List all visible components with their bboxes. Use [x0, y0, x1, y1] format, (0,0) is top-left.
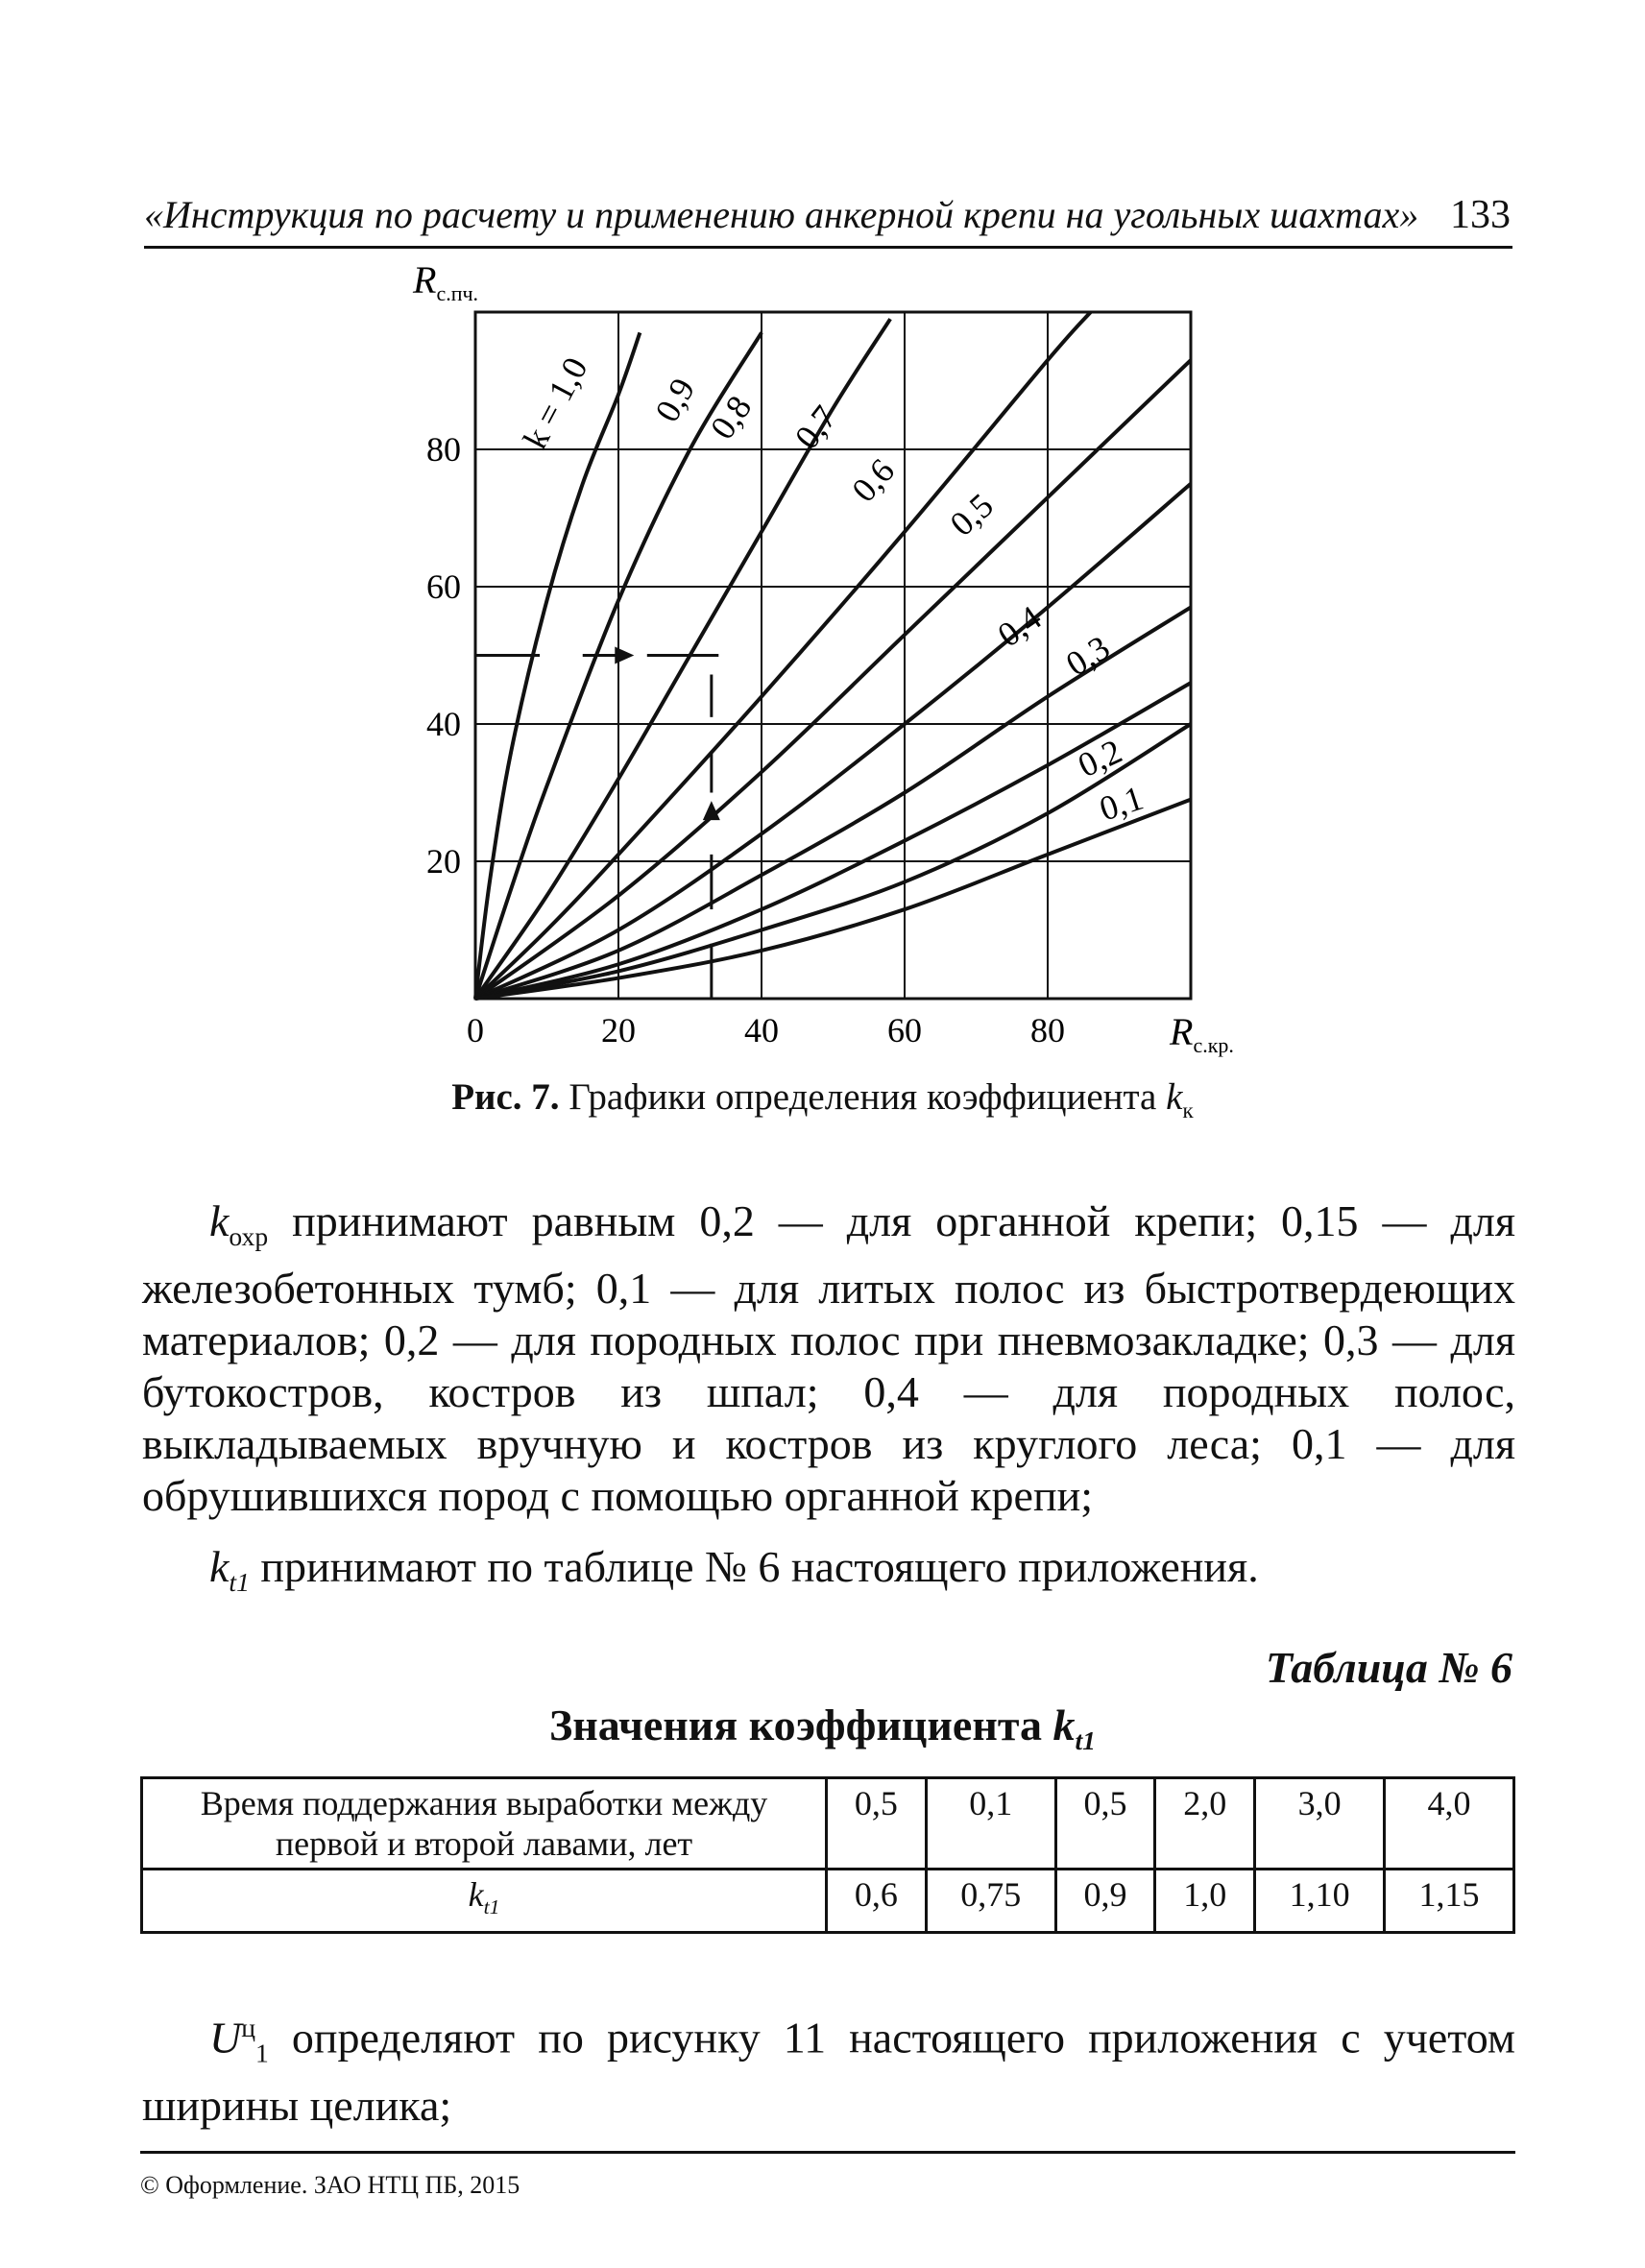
- curve-label: 0,1: [1095, 778, 1149, 829]
- curve-label: 0,2: [1072, 731, 1128, 785]
- table-cell: 0,5: [1055, 1778, 1155, 1870]
- curve-label: 0,8: [702, 388, 760, 446]
- curve-label: 0,7: [786, 398, 845, 456]
- footer: © Оформление. ЗАО НТЦ ПБ, 2015: [140, 2151, 1515, 2200]
- page-number: 133: [1450, 193, 1511, 237]
- table-cell: 1,15: [1385, 1870, 1514, 1933]
- caption-sub: к: [1182, 1098, 1194, 1123]
- paragraph-kt1: $k_{t1}$ принимают по таблице № 6 настоящего приложения.: [209, 1542, 1259, 1598]
- table-cell: 4,0: [1385, 1778, 1514, 1870]
- table-number: Таблица № 6: [1265, 1643, 1512, 1692]
- paragraph-kohr: $k_{охр}$ принимают равным 0,2 — для органной крепи; 0,15 — для железобетонных тумб; 0,1 — для литых полос из быстротвердеющих материалов; 0,2 — для породных полос при пневмозакладке; 0,3 — для бутокостров, костров из шпал; 0,4 — для породных полос, выкладываемых вручную и костров из круглого леса; 0,1 — для обрушившихся пород с помощью органной крепи;: [142, 1196, 1515, 1521]
- caption-var: k: [1166, 1076, 1183, 1118]
- caption-text: Графики определения коэффициента: [568, 1076, 1167, 1118]
- y-tick-label: 60: [426, 567, 461, 606]
- chart: [0, 0, 1645, 1066]
- table-row: [142, 1778, 1514, 1870]
- y-tick-label: 20: [426, 842, 461, 881]
- table-cell: 1,0: [1155, 1870, 1255, 1933]
- curve-label: 0,4: [990, 597, 1049, 655]
- row-label-kt1: $k_{t1}$: [142, 1870, 827, 1933]
- x-tick-label: 40: [744, 1011, 779, 1050]
- curve-label: 0,6: [844, 451, 903, 510]
- curve-label: k = 1,0: [515, 350, 595, 455]
- x-axis-label: $R_{с.кр.}$: [1170, 1010, 1234, 1057]
- table-cell: 0,6: [827, 1870, 927, 1933]
- curve-label: 0,3: [1059, 628, 1117, 684]
- x-tick-label: 20: [601, 1011, 636, 1050]
- curve-label: 0,5: [942, 486, 1001, 543]
- paragraph-u1: $U^ц_1$ определяют по рисунку 11 настоящего приложения с учетом ширины целика;: [142, 2013, 1515, 2130]
- table-cell: 0,5: [827, 1778, 927, 1870]
- row-label-time: Время поддержания выработки между первой и второй лавами, лет: [142, 1778, 827, 1870]
- table-cell: 0,9: [1055, 1870, 1155, 1933]
- curve-label: 0,9: [647, 372, 703, 428]
- y-axis-label: $R_{с.пч.}$: [413, 258, 479, 305]
- table-row: [142, 1870, 1514, 1933]
- figure-caption: [0, 1075, 1645, 1124]
- y-tick-label: 40: [426, 705, 461, 743]
- curve-0-1: [475, 800, 1191, 999]
- table-title: Значения коэффициента $k_{t1}$: [549, 1701, 1096, 1756]
- table-cell: 3,0: [1255, 1778, 1385, 1870]
- caption-prefix: Рис. 7.: [451, 1076, 560, 1118]
- x-tick-label: 80: [1030, 1011, 1065, 1050]
- table-cell: 1,10: [1255, 1870, 1385, 1933]
- running-title: «Инструкция по расчету и применению анкерной крепи на угольных шахтах»: [144, 193, 1419, 236]
- x-tick-label: 0: [467, 1011, 484, 1050]
- table-cell: 0,1: [926, 1778, 1055, 1870]
- guide-arrow-right: [615, 647, 634, 664]
- x-tick-label: 60: [887, 1011, 922, 1050]
- kt1-table: [140, 1776, 1515, 1934]
- table-cell: 2,0: [1155, 1778, 1255, 1870]
- table-cell: 0,75: [926, 1870, 1055, 1933]
- y-tick-label: 80: [426, 430, 461, 469]
